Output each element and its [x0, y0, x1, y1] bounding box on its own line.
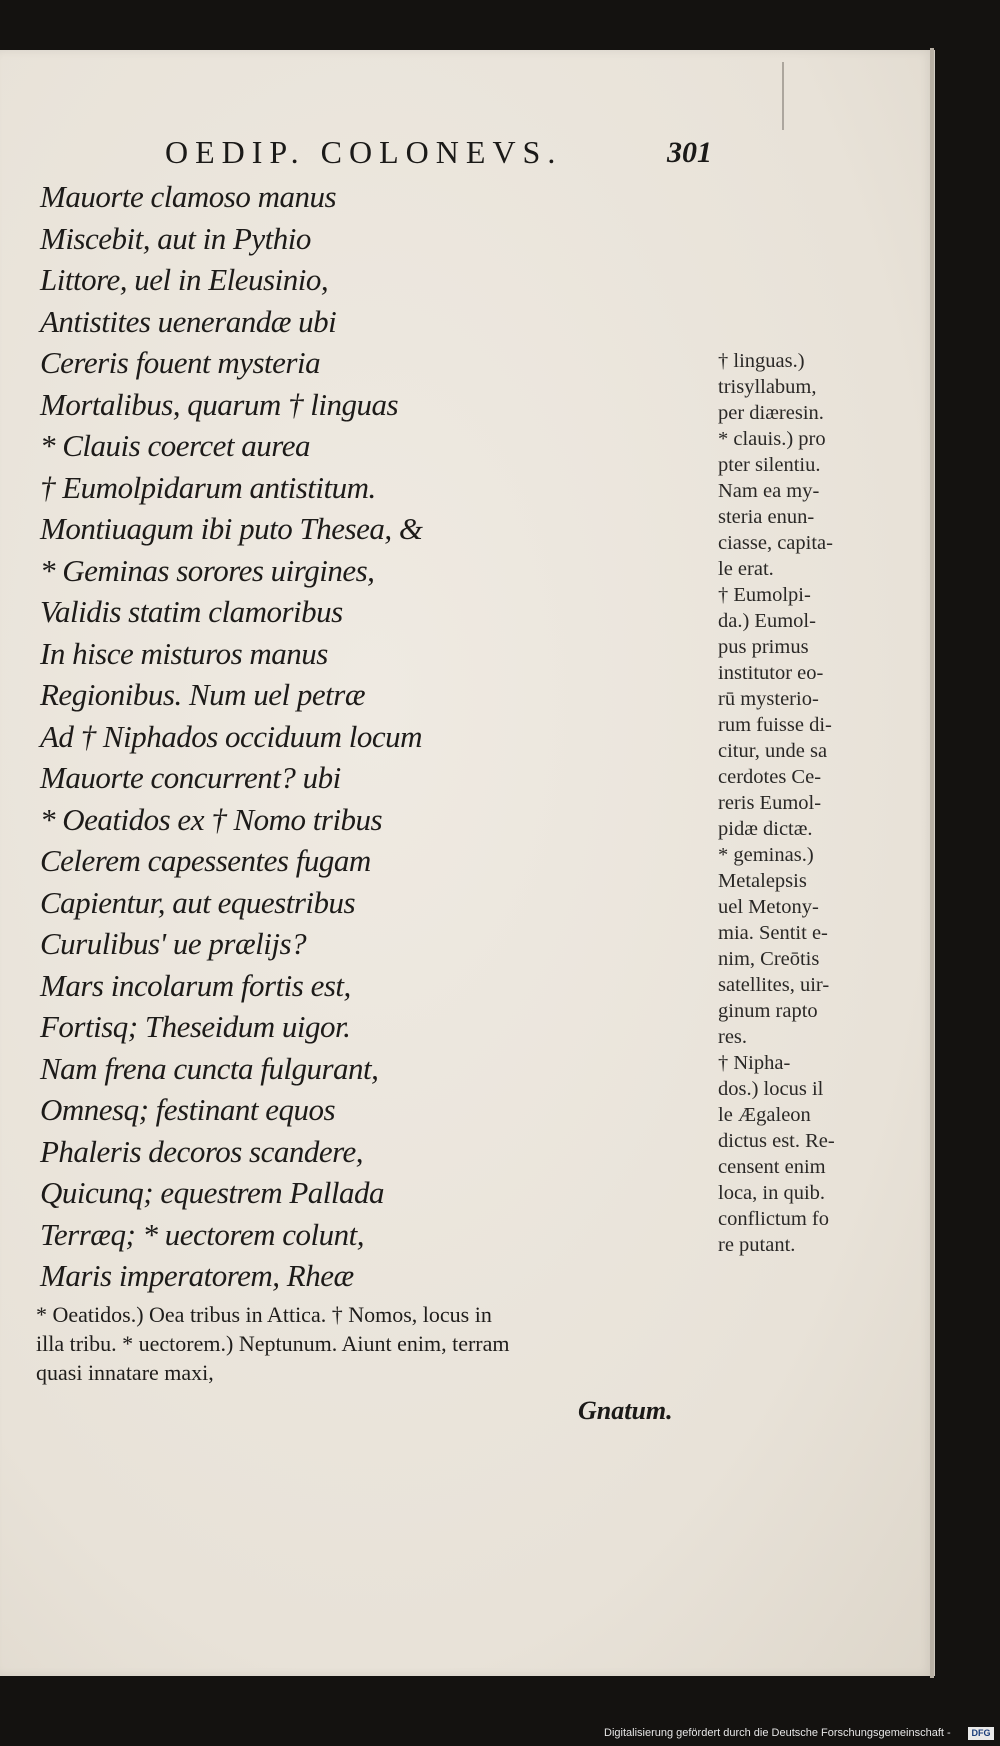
marginal-note-line: per diæresin.	[718, 402, 824, 424]
ink-mark	[782, 62, 784, 130]
marginal-note-line: res.	[718, 1026, 748, 1048]
verse-line: Maris imperatorem, Rheæ	[40, 1258, 354, 1293]
footnote-line: quasi innatare maxi,	[36, 1360, 214, 1385]
marginal-note-line: da.) Eumol-	[718, 610, 816, 632]
marginal-note-line: * geminas.)	[718, 844, 814, 866]
verse-line: * Clauis coercet aurea	[40, 428, 310, 463]
marginal-note-line: nim, Creōtis	[718, 948, 820, 970]
verse-line: In hisce misturos manus	[40, 635, 328, 671]
marginal-note-line: rū mysterio-	[718, 688, 819, 710]
marginal-note-line: uel Metony-	[718, 896, 819, 918]
verse-line: Antistites uenerandæ ubi	[40, 303, 337, 339]
verse-line: Ad † Niphados occiduum locum	[40, 718, 423, 754]
verse-line: Terræq; * uectorem colunt,	[40, 1216, 364, 1252]
footnotes	[36, 1300, 716, 1387]
dfg-logo: DFG	[968, 1727, 994, 1740]
digitization-credit: Digitalisierung gefördert durch die Deutsche Forschungsgemeinschaft -	[604, 1727, 951, 1739]
verse-line: * Oeatidos ex † Nomo tribus	[40, 801, 383, 837]
marginal-note-line: pter silentiu.	[718, 454, 821, 476]
verse-line: Miscebit, aut in Pythio	[40, 220, 311, 256]
verse-line: Phaleris decoros scandere,	[40, 1133, 364, 1169]
verse-line: Nam frena cuncta fulgurant,	[40, 1050, 379, 1086]
catchword: Gnatum.	[578, 1396, 673, 1425]
marginal-note-line: re putant.	[718, 1234, 796, 1256]
marginal-note-line: le erat.	[718, 558, 774, 580]
verse-line: Mars incolarum fortis est,	[40, 967, 351, 1003]
marginal-note-line: pidæ dictæ.	[718, 818, 813, 840]
marginal-note-line: institutor eo-	[718, 662, 824, 684]
verse-line: Littore, uel in Eleusinio,	[40, 262, 329, 297]
marginal-note-line: † Eumolpi-	[718, 584, 811, 606]
verse-line: † Eumolpidarum antistitum.	[40, 469, 376, 505]
verse-line: Quicunq; equestrem Pallada	[40, 1175, 384, 1210]
marginal-note-line: dictus est. Re-	[718, 1130, 835, 1152]
verse-line: Fortisq; Theseidum uigor.	[40, 1009, 351, 1044]
marginal-note-line: le Ægaleon	[718, 1104, 811, 1126]
verse-line: Cereris fouent mysteria	[40, 345, 321, 380]
marginal-note-line: satellites, uir-	[718, 974, 830, 996]
verse-line: Validis statim clamoribus	[40, 594, 343, 629]
verse-line: Omnesq; festinant equos	[40, 1092, 336, 1127]
verse-text	[40, 176, 660, 1297]
verse-line: Curulibus' ue prælijs?	[40, 926, 307, 961]
running-head	[165, 134, 725, 174]
page-number: 301	[667, 136, 712, 169]
marginal-note-line: citur, unde sa	[718, 740, 828, 762]
marginal-note-line: ciasse, capita-	[718, 532, 833, 554]
marginal-note-line: dos.) locus il	[718, 1078, 824, 1100]
verse-line: Regionibus. Num uel petræ	[40, 677, 366, 712]
marginal-note-line: pus primus	[718, 636, 809, 658]
verse-line: Mauorte concurrent? ubi	[40, 760, 341, 795]
verse-line: Mortalibus, quarum † linguas	[40, 386, 399, 422]
marginal-note-line: Nam ea my-	[718, 480, 820, 502]
verse-line: Montiuagum ibi puto Thesea, &	[40, 511, 423, 546]
marginal-notes	[718, 348, 878, 1258]
page-edge	[930, 48, 934, 1678]
marginal-note-line: reris Eumol-	[718, 792, 822, 814]
marginal-note-line: mia. Sentit e-	[718, 922, 828, 944]
running-title: OEDIP. COLONEVS.	[165, 134, 563, 170]
marginal-note-line: † Nipha-	[718, 1052, 791, 1074]
marginal-note-line: trisyllabum,	[718, 376, 817, 398]
marginal-note-line: loca, in quib.	[718, 1182, 826, 1204]
marginal-note-line: Metalepsis	[718, 870, 807, 892]
verse-line: Celerem capessentes fugam	[40, 843, 371, 878]
footnote-line: * Oeatidos.) Oea tribus in Attica. † Nomos, locus in	[36, 1302, 492, 1327]
verse-line: Capientur, aut equestribus	[40, 884, 356, 920]
marginal-note-line: conflictum fo	[718, 1208, 830, 1230]
verse-line: Mauorte clamoso manus	[40, 179, 337, 214]
verse-line: * Geminas sorores uirgines,	[40, 552, 375, 588]
marginal-note-line: censent enim	[718, 1156, 826, 1178]
marginal-note-line: cerdotes Ce-	[718, 766, 822, 788]
footnote-line: illa tribu. * uectorem.) Neptunum. Aiunt enim, terram	[36, 1331, 510, 1356]
marginal-note-line: ginum rapto	[718, 1000, 818, 1022]
marginal-note-line: † linguas.)	[718, 350, 805, 372]
marginal-note-line: rum fuisse di-	[718, 714, 832, 736]
marginal-note-line: steria enun-	[718, 506, 815, 528]
marginal-note-line: * clauis.) pro	[718, 428, 826, 450]
